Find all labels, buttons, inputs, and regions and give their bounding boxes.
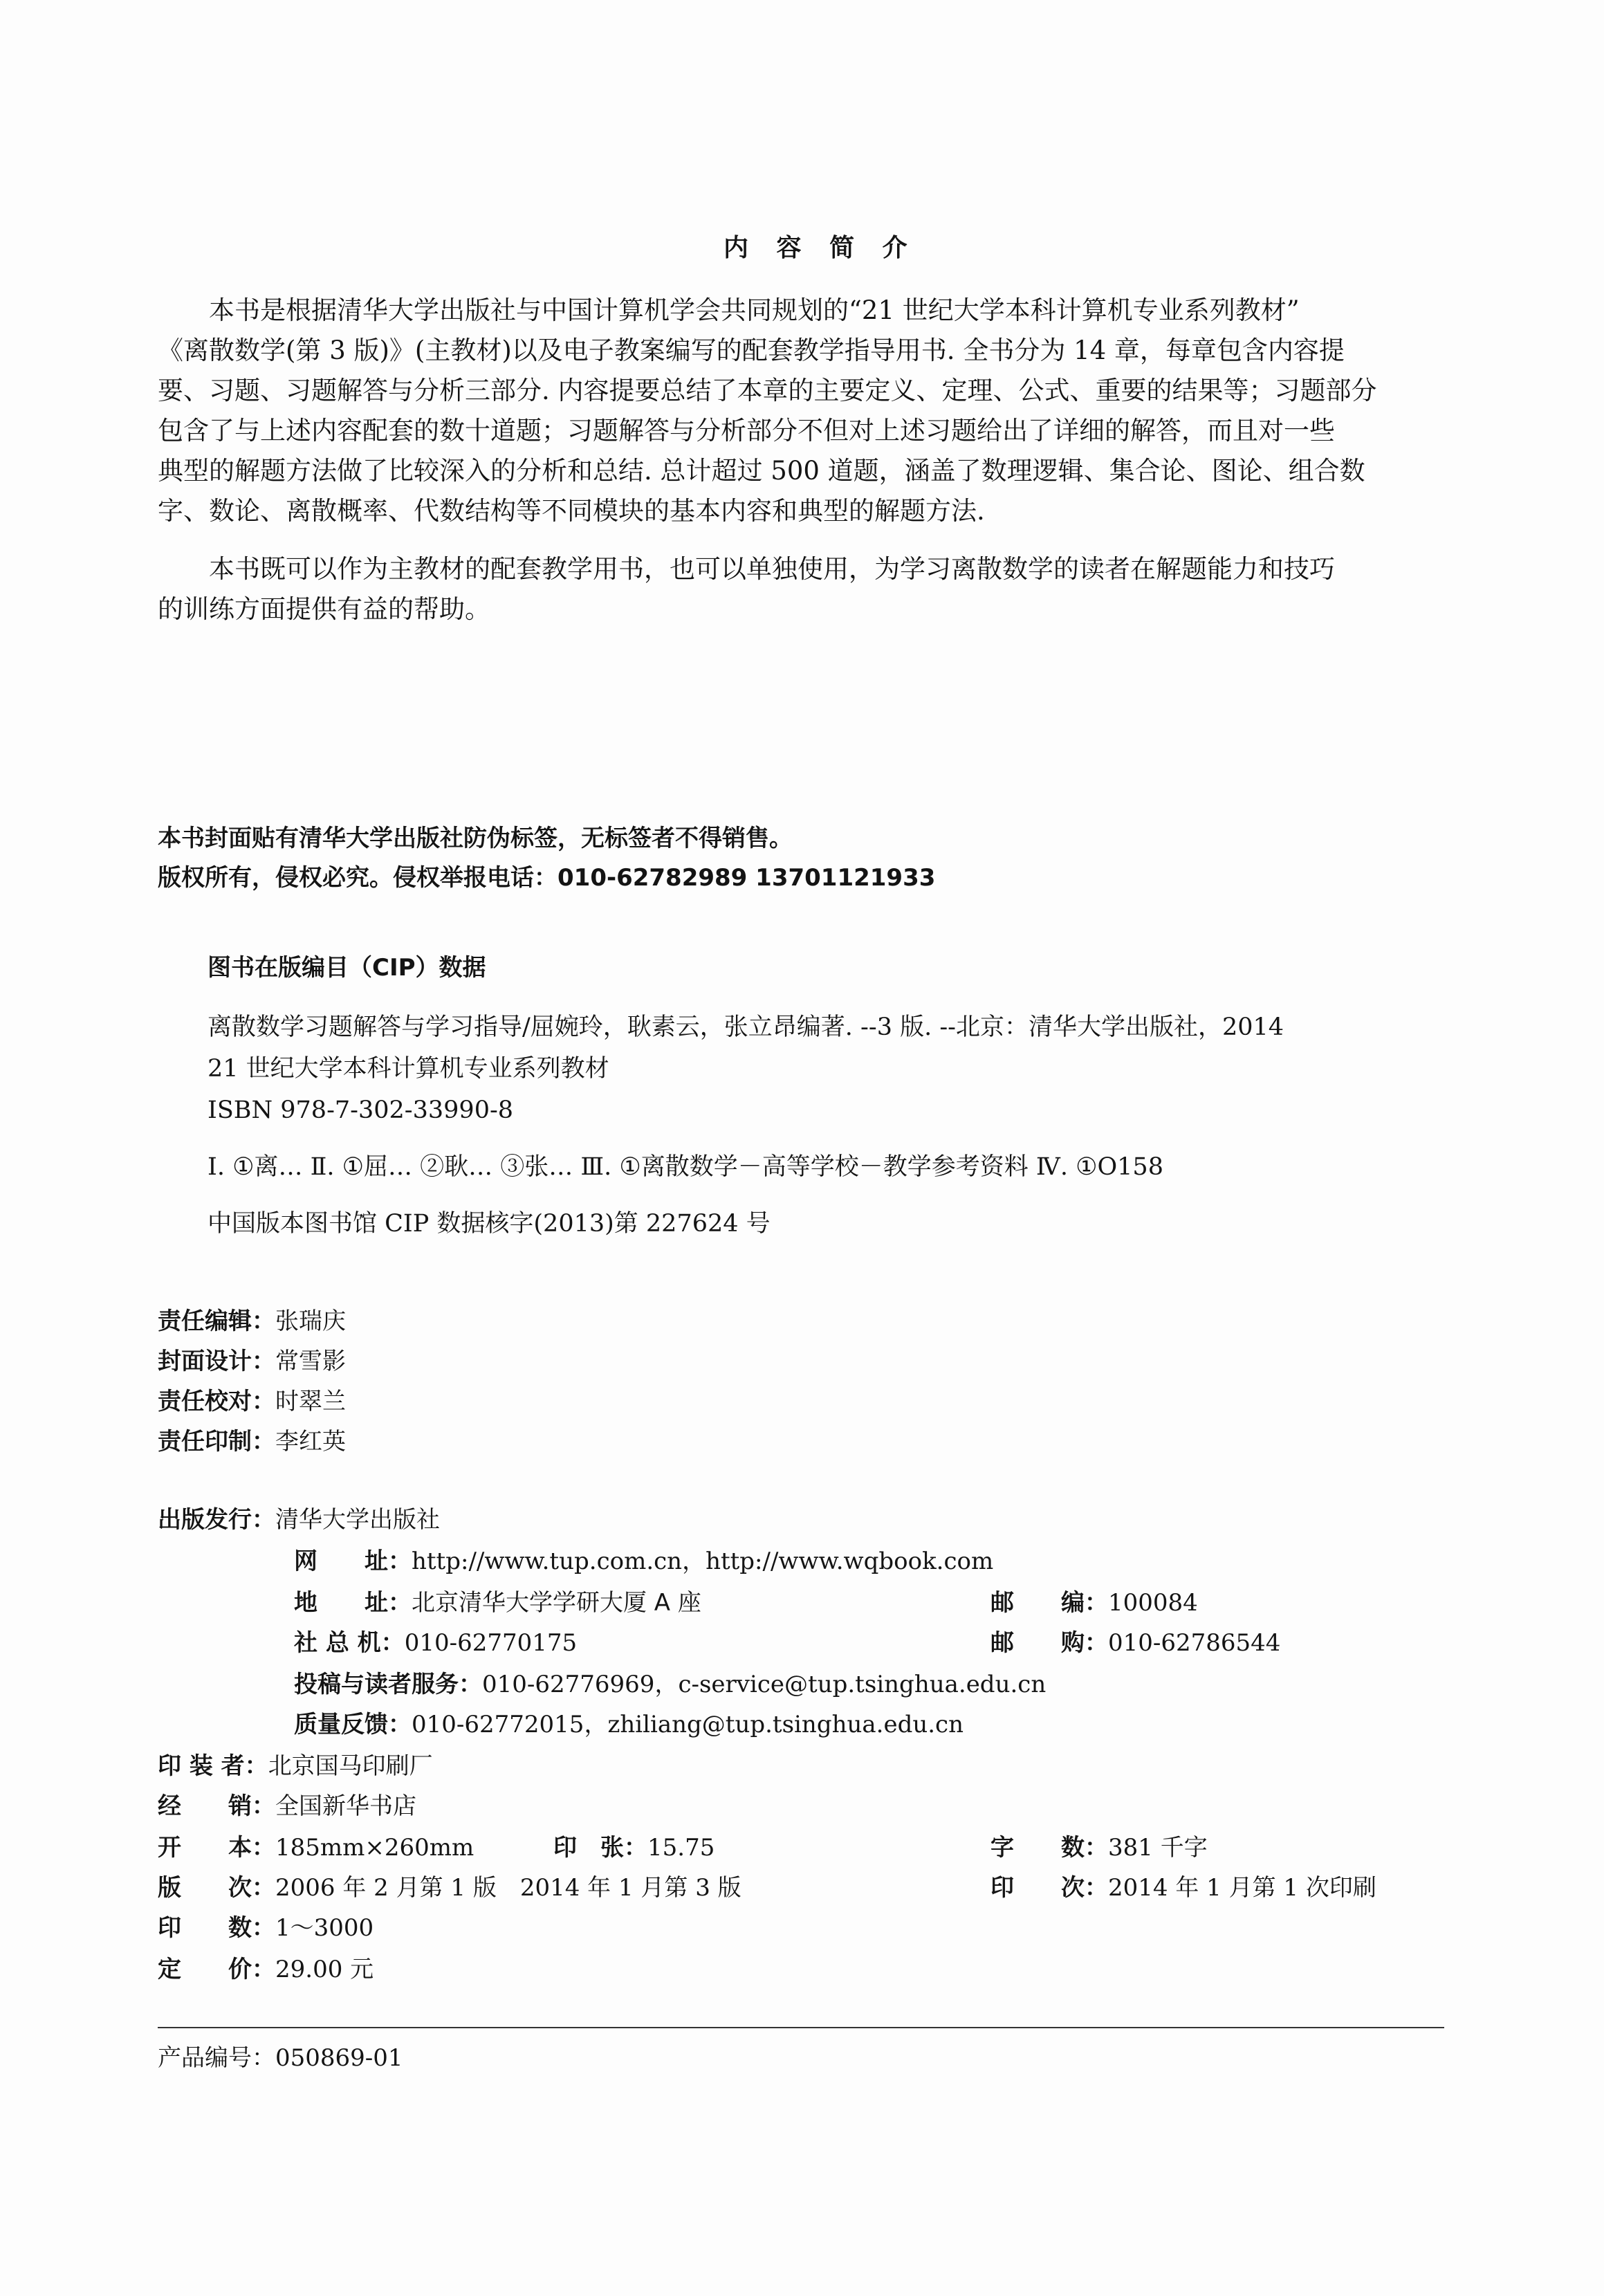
staff-value: 常雪影 [275, 1348, 346, 1375]
address-row [294, 1591, 701, 1615]
reader-service-row [294, 1673, 1046, 1696]
price-label: 定 价： [158, 1956, 275, 1983]
product-number-row [158, 2046, 403, 2070]
printing-label: 印 次： [990, 1874, 1108, 1902]
divider-line [158, 2027, 1444, 2028]
feedback-label: 质量反馈： [294, 1711, 412, 1738]
word-count-row [990, 1834, 1208, 1862]
staff-label: 责任印制： [158, 1428, 275, 1455]
word-count-label: 字 数： [990, 1834, 1108, 1862]
cip-line-3: ISBN 978-7-302-33990-8 [208, 1096, 514, 1124]
word-count-value: 381 千字 [1108, 1834, 1208, 1862]
anti-counterfeit-notice: 本书封面贴有清华大学出版社防伪标签，无标签者不得销售。 [158, 825, 793, 852]
mailorder-value: 010-62786544 [1108, 1629, 1281, 1657]
edition-label: 版 次： [158, 1874, 275, 1902]
summary-line-5: 典型的解题方法做了比较深入的分析和总结. 总计超过 500 道题，涵盖了数理逻辑、集合论、图论、组合数 [158, 456, 1365, 486]
sheets-value: 15.75 [647, 1834, 715, 1862]
summary-line-7: 本书既可以作为主教材的配套教学用书，也可以单独使用，为学习离散数学的读者在解题能力和技巧 [209, 554, 1335, 584]
summary-line-6: 字、数论、离散概率、代数结构等不同模块的基本内容和典型的解题方法. [158, 496, 985, 526]
summary-title: 内 容 简 介 [723, 233, 917, 262]
staff-label: 责任校对： [158, 1388, 275, 1415]
cip-line-5: 中国版本图书馆 CIP 数据核字(2013)第 227624 号 [208, 1210, 771, 1238]
printer-row [158, 1754, 433, 1778]
product-number-value: 050869-01 [275, 2044, 403, 2072]
price-row [158, 1958, 374, 1981]
staff-row [158, 1307, 346, 1335]
feedback-value: 010-62772015，zhiliang@tup.tsinghua.edu.cn [412, 1711, 964, 1738]
website-value: http://www.tup.com.cn，http://www.wqbook.com [412, 1547, 994, 1575]
staff-value: 张瑞庆 [275, 1307, 346, 1335]
reader-service-label: 投稿与读者服务： [294, 1671, 482, 1698]
distributor-label: 经 销： [158, 1792, 275, 1820]
cip-line-4: Ⅰ. ①离… Ⅱ. ①屈… ②耿… ③张… Ⅲ. ①离散数学－高等学校－教学参考资料 Ⅳ. ①O158 [208, 1153, 1163, 1181]
address-label: 地 址： [294, 1589, 412, 1617]
summary-line-3: 要、习题、习题解答与分析三部分. 内容提要总结了本章的主要定义、定理、公式、重要的结果等；习题部分 [158, 376, 1377, 405]
postcode-value: 100084 [1108, 1589, 1198, 1617]
staff-label: 责任编辑： [158, 1307, 275, 1335]
feedback-row [294, 1713, 964, 1736]
publisher-label: 出版发行： [158, 1506, 275, 1534]
staff-row [158, 1350, 346, 1373]
switchboard-value: 010-62770175 [404, 1629, 578, 1657]
cip-line-2: 21 世纪大学本科计算机专业系列教材 [208, 1055, 609, 1083]
printer-value: 北京国马印刷厂 [268, 1752, 433, 1780]
postcode-row [990, 1591, 1198, 1615]
printing-row [990, 1876, 1376, 1900]
sheets-label: 印 张： [553, 1834, 647, 1862]
copies-label: 印 数： [158, 1914, 275, 1942]
product-number-label: 产品编号： [158, 2044, 275, 2072]
address-value: 北京清华大学学研大厦 A 座 [412, 1589, 701, 1617]
staff-value: 李红英 [275, 1428, 346, 1455]
format-row [158, 1834, 474, 1862]
edition-row [158, 1876, 741, 1900]
summary-line-2: 《离散数学(第 3 版)》(主教材)以及电子教案编写的配套教学指导用书. 全书分为 14 章，每章包含内容提 [158, 336, 1345, 365]
switchboard-row [294, 1631, 577, 1655]
edition-value: 2006 年 2 月第 1 版 2014 年 1 月第 3 版 [275, 1874, 741, 1902]
staff-row [158, 1430, 346, 1453]
cip-line-1: 离散数学习题解答与学习指导/屈婉玲，耿素云，张立昂编著. --3 版. --北京：清华大学出版社，2014 [208, 1013, 1284, 1041]
staff-row [158, 1390, 346, 1413]
summary-line-4: 包含了与上述内容配套的数十道题；习题解答与分析部分不但对上述习题给出了详细的解答，而且对一些 [158, 416, 1335, 446]
distributor-value: 全国新华书店 [275, 1792, 416, 1820]
postcode-label: 邮 编： [990, 1589, 1108, 1617]
price-value: 29.00 元 [275, 1956, 374, 1983]
mailorder-row [990, 1631, 1280, 1655]
copies-value: 1～3000 [275, 1914, 374, 1942]
sheets-row [553, 1834, 715, 1862]
copyright-notice: 版权所有，侵权必究。侵权举报电话：010-62782989 13701121933 [158, 864, 936, 892]
website-label: 网 址： [294, 1547, 412, 1575]
website-row [294, 1547, 994, 1575]
mailorder-label: 邮 购： [990, 1629, 1108, 1657]
copies-row [158, 1916, 374, 1940]
staff-label: 封面设计： [158, 1348, 275, 1375]
summary-line-8: 的训练方面提供有益的帮助。 [158, 594, 490, 624]
publisher-row [158, 1508, 440, 1532]
staff-value: 时翠兰 [275, 1388, 346, 1415]
publisher-name: 清华大学出版社 [275, 1506, 440, 1534]
reader-service-value: 010-62776969，c-service@tup.tsinghua.edu.cn [482, 1671, 1047, 1698]
printing-value: 2014 年 1 月第 1 次印刷 [1108, 1874, 1376, 1902]
format-label: 开 本： [158, 1834, 275, 1862]
summary-line-1: 本书是根据清华大学出版社与中国计算机学会共同规划的“21 世纪大学本科计算机专业系列教材” [209, 295, 1300, 325]
printer-label: 印 装 者： [158, 1752, 268, 1780]
cip-heading: 图书在版编目（CIP）数据 [208, 954, 486, 982]
format-value: 185mm×260mm [275, 1834, 474, 1862]
switchboard-label: 社 总 机： [294, 1629, 405, 1657]
distributor-row [158, 1794, 416, 1818]
